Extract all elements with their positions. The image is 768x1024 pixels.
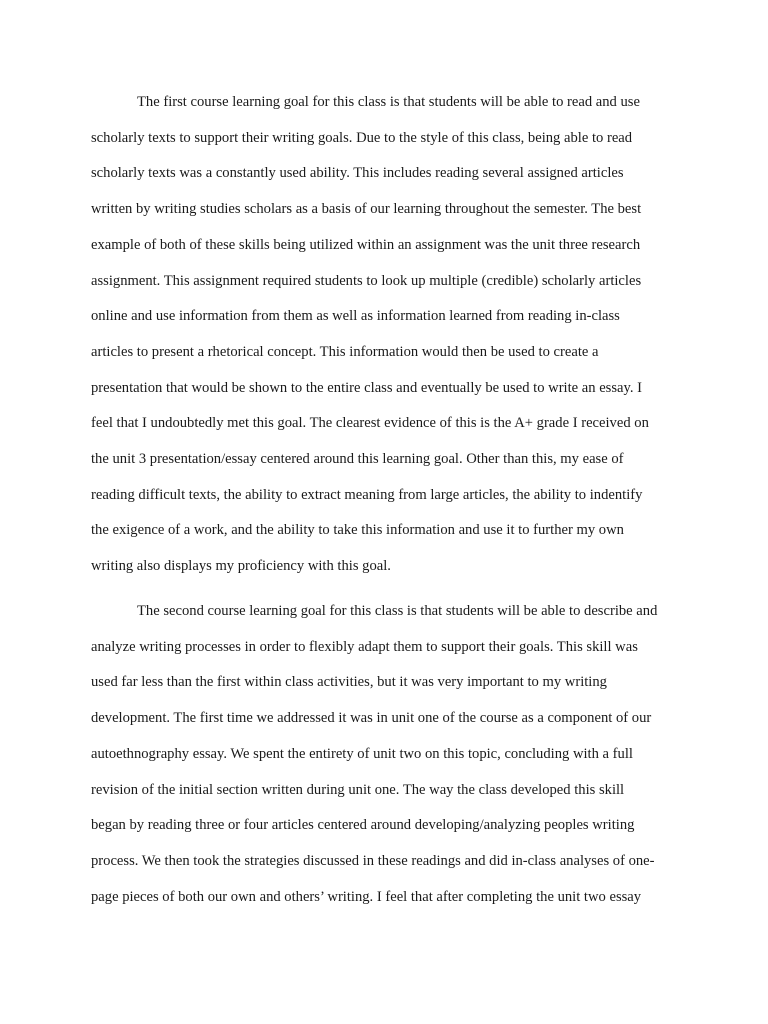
paragraph-2-line-4: development. The first time we addressed it was in unit one of the course as a component of our [91,710,652,726]
paragraph-1-line-13: the exigence of a work, and the ability to take this information and use it to further my own [91,522,624,538]
paragraph-2-line-7: began by reading three or four articles centered around developing/analyzing peoples writing [91,817,635,833]
paragraph-1-line-1: The first course learning goal for this class is that students will be able to read and use [137,94,640,110]
paragraph-2-line-6: revision of the initial section written during unit one. The way the class developed this skill [91,782,625,798]
paragraph-1-line-9: presentation that would be shown to the entire class and eventually be used to write an essay. I [91,380,643,396]
paragraph-1-line-12: reading difficult texts, the ability to extract meaning from large articles, the ability to indentify [91,487,643,503]
paragraph-2-line-8: process. We then took the strategies discussed in these readings and did in-class analyses of one- [91,853,655,869]
paragraph-2-line-9: page pieces of both our own and others’ writing. I feel that after completing the unit two essay [91,889,642,905]
paragraph-2-line-2: analyze writing processes in order to flexibly adapt them to support their goals. This skill was [91,639,638,655]
paragraph-1-line-8: articles to present a rhetorical concept. This information would then be used to create a [91,344,599,360]
paragraph-1-line-7: online and use information from them as well as information learned from reading in-class [91,308,620,324]
paragraph-2-line-5: autoethnography essay. We spent the entirety of unit two on this topic, concluding with a full [91,746,633,762]
paragraph-1-line-14: writing also displays my proficiency with this goal. [91,558,391,574]
paragraph-2-line-3: used far less than the first within class activities, but it was very important to my writing [91,674,607,690]
paragraph-1-line-3: scholarly texts was a constantly used ability. This includes reading several assigned articles [91,165,624,181]
paragraph-1-line-4: written by writing studies scholars as a basis of our learning throughout the semester. The best [91,201,642,217]
paragraph-1-line-5: example of both of these skills being utilized within an assignment was the unit three research [91,237,641,253]
paragraph-1-line-10: feel that I undoubtedly met this goal. The clearest evidence of this is the A+ grade I received on [91,415,649,431]
paragraph-1-line-11: the unit 3 presentation/essay centered around this learning goal. Other than this, my ease of [91,451,624,467]
paragraph-2-line-1: The second course learning goal for this class is that students will be able to describe and [137,603,658,619]
paragraph-1-line-2: scholarly texts to support their writing goals. Due to the style of this class, being able to read [91,130,633,146]
paragraph-1-line-6: assignment. This assignment required students to look up multiple (credible) scholarly articles [91,273,642,289]
